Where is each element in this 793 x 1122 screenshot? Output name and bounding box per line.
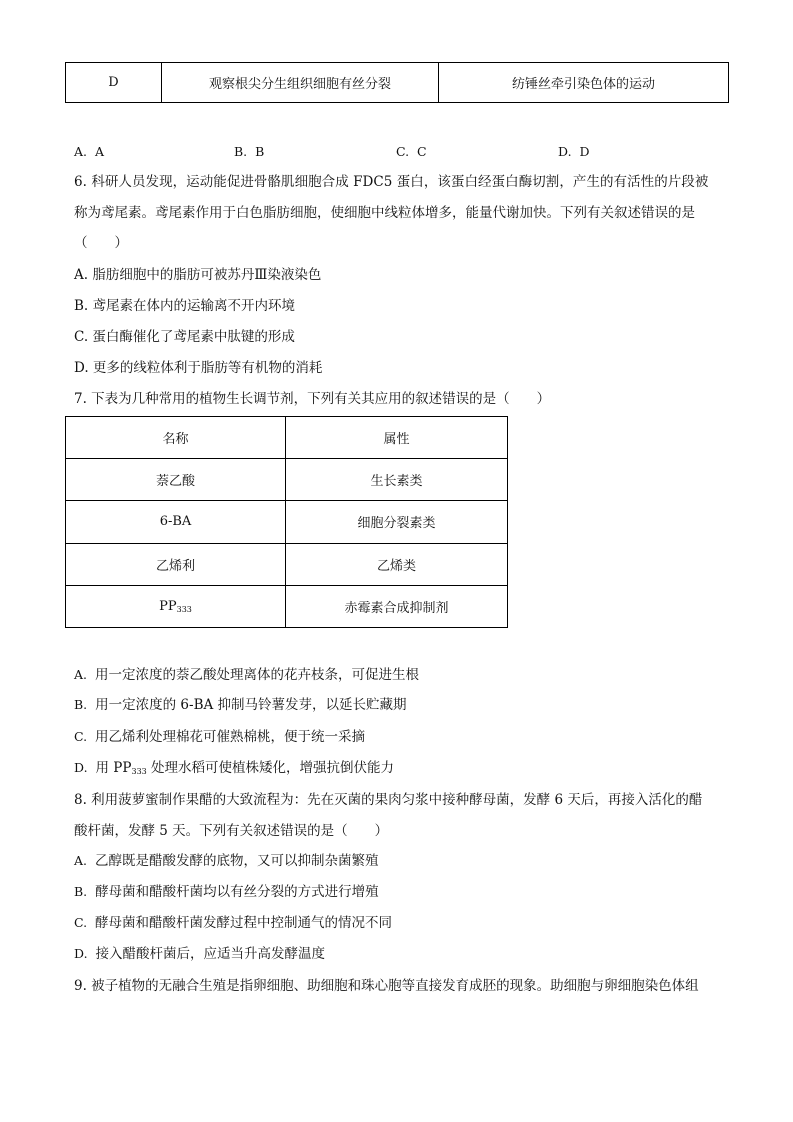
table-row (66, 585, 508, 627)
table-cell: 纺锤丝牵引染色体的运动 (439, 63, 729, 103)
q5-option-b: B. B (234, 144, 265, 159)
q8-stem-line-2: 酸杆菌，发酵 5 天。下列有关叙述错误的是（ ） (74, 823, 389, 839)
q7-option-d: D. 用 $PP_{333}$ 处理水稻可使植株矮化，增强抗倒伏能力 (74, 760, 395, 776)
top-table (65, 62, 729, 103)
q8-option-d: D. 接入醋酸杆菌后，应适当升高发酵温度 (74, 946, 326, 962)
table-header-row (66, 417, 508, 459)
table-cell: 萘乙酸 (66, 459, 286, 501)
table-cell: 乙烯类 (286, 543, 508, 585)
q8-option-b: B. 酵母菌和醋酸杆菌均以有丝分裂的方式进行增殖 (74, 884, 379, 900)
q8-stem-line-1: 8. 利用菠萝蜜制作果醋的大致流程为：先在灭菌的果肉匀浆中接种酵母菌，发酵 6 天后，再接入活化的醋 (74, 792, 703, 808)
table-cell: D (66, 63, 162, 103)
q6-option-d: D. 更多的线粒体利于脂肪等有机物的消耗 (74, 360, 323, 376)
table-cell: 细胞分裂素类 (286, 501, 508, 543)
table-cell: 观察根尖分生组织细胞有丝分裂 (162, 63, 439, 103)
q6-stem-line-2: 称为鸢尾素。鸢尾素作用于白色脂肪细胞，使细胞中线粒体增多，能量代谢加快。下列有关叙述错误的是 (74, 205, 695, 221)
q6-option-a: A. 脂肪细胞中的脂肪可被苏丹Ⅲ染液染色 (74, 267, 322, 283)
table-header-name: 名称 (66, 417, 286, 459)
q7-option-c: C. 用乙烯利处理棉花可催熟棉桃，便于统一采摘 (74, 729, 366, 745)
table-cell: 生长素类 (286, 459, 508, 501)
table-cell: 乙烯利 (66, 543, 286, 585)
q5-option-d: D. D (558, 144, 590, 159)
q7-table (65, 416, 508, 628)
q7-stem: 7. 下表为几种常用的植物生长调节剂，下列有关其应用的叙述错误的是（ ） (74, 391, 551, 407)
table-row (66, 501, 508, 543)
q6-option-c: C. 蛋白酶催化了鸢尾素中肽键的形成 (74, 329, 295, 345)
q6-stem-line-1: 6. 科研人员发现，运动能促进骨骼肌细胞合成 FDC5 蛋白，该蛋白经蛋白酶切割，产生的有活性的片段被 (74, 174, 709, 190)
q9-stem-line-1: 9. 被子植物的无融合生殖是指卵细胞、助细胞和珠心胞等直接发育成胚的现象。助细胞与卵细胞染色体组 (74, 978, 699, 994)
q5-option-c: C. C (396, 144, 427, 159)
q6-option-b: B. 鸢尾素在体内的运输离不开内环境 (74, 298, 296, 314)
table-cell-pp333: $PP_{333}$ (66, 585, 286, 627)
q6-stem-line-3: （ ） (74, 235, 128, 251)
q8-option-a: A. 乙醇既是醋酸发酵的底物，又可以抑制杂菌繁殖 (74, 853, 379, 869)
table-row (66, 63, 729, 103)
table-cell: 赤霉素合成抑制剂 (286, 585, 508, 627)
q7-option-b: B. 用一定浓度的 6-BA 抑制马铃薯发芽，以延长贮藏期 (74, 697, 407, 713)
q7-option-a: A. 用一定浓度的萘乙酸处理离体的花卉枝条，可促进生根 (74, 667, 419, 683)
table-header-attr: 属性 (286, 417, 508, 459)
table-row (66, 459, 508, 501)
table-row (66, 543, 508, 585)
table-cell: 6-BA (66, 501, 286, 543)
q5-option-a: A. A (74, 144, 104, 159)
q8-option-c: C. 酵母菌和醋酸杆菌发酵过程中控制通气的情况不同 (74, 915, 393, 931)
